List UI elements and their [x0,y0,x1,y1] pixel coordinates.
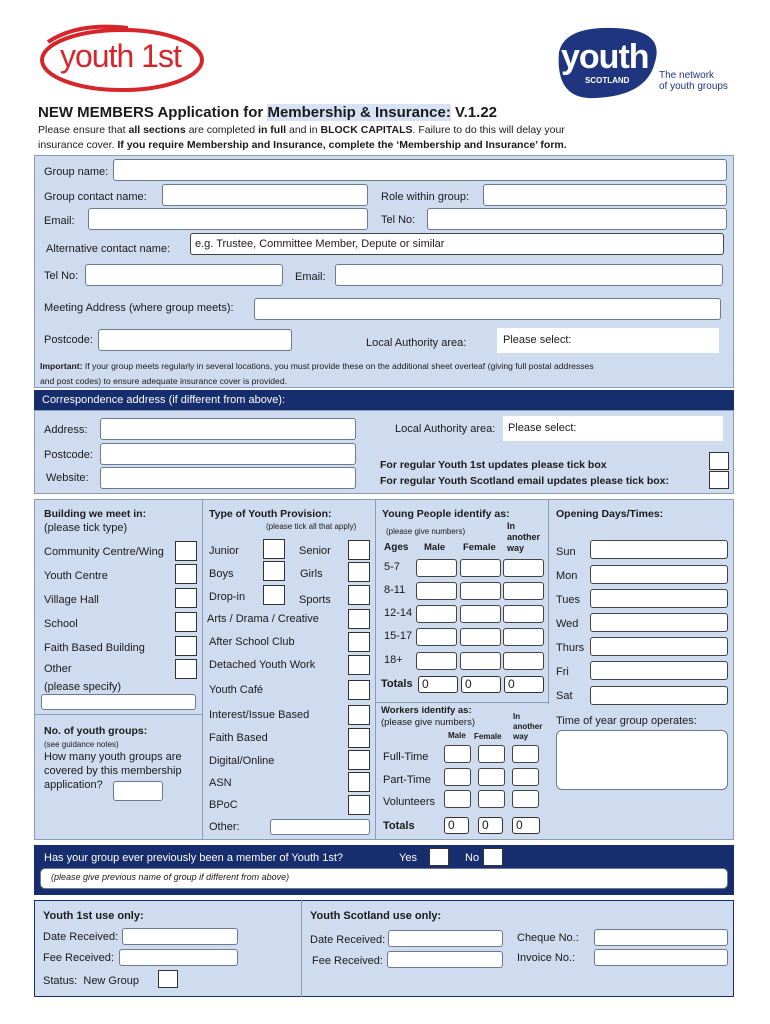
workers-total-female: 0 [478,817,503,834]
previous-no-checkbox[interactable] [483,848,503,866]
provision-type-label: Digital/Online [209,755,275,767]
invoice-field[interactable] [594,949,728,966]
provision-subtitle: (please tick all that apply) [266,522,357,531]
yp-another-way: In another way [507,521,541,553]
workers-total-male: 0 [444,817,469,834]
yp-count-field[interactable] [416,628,457,646]
provision-type-label: Faith Based [209,732,268,744]
group-name-label: Group name: [44,166,109,178]
provision-type-label: Boys [209,568,234,580]
building-type-checkbox[interactable] [175,636,197,656]
previous-name-field[interactable]: (please give previous name of group if different from above) [40,868,728,889]
intro-text: Please ensure that all sections are completed in full and in BLOCK CAPITALS. Failure to do this will delay your insurance cover. If you require Membership and Insurance, complete the ‘Membership and Insurance’ form. [38,124,567,151]
workers-title: Workers identify as: [381,705,472,716]
yp-male: Male [424,542,446,553]
ys-date-label: Date Received: [310,934,386,946]
yp-ages: Ages [384,542,409,553]
opening-time-field[interactable] [590,661,728,680]
yp-count-field[interactable] [503,628,544,646]
opening-time-field[interactable] [590,540,728,559]
provision-type-checkbox[interactable] [348,728,370,748]
yp-totals-label: Totals [381,678,413,690]
provision-type-label: After School Club [209,636,295,648]
yp-count-field[interactable] [503,605,544,623]
y1-date-field[interactable] [122,928,238,945]
provision-type-checkbox[interactable] [348,632,370,652]
workers-male: Male [448,731,466,740]
opening-time-field[interactable] [590,613,728,632]
provision-type-checkbox[interactable] [263,585,285,605]
opening-title: Opening Days/Times: [556,508,664,520]
yp-count-field[interactable] [416,582,457,600]
worker-count-field[interactable] [478,790,505,808]
building-type-checkbox[interactable] [175,564,197,584]
building-subtitle: (please tick type) [44,522,128,534]
yp-total-other: 0 [504,676,544,693]
divider-5 [375,702,548,703]
worker-count-field[interactable] [512,745,539,763]
groups-q2: covered by this membership [44,765,182,777]
yp-count-field[interactable] [503,559,544,577]
role-field[interactable] [483,184,727,206]
yp-count-field[interactable] [460,582,501,600]
groups-note: (see guidance notes) [44,740,119,749]
yp-age-label: 5-7 [384,561,400,573]
groups-q3: application? [44,779,103,791]
provision-type-label: Girls [300,568,323,580]
youthscotland-logo: youth SCOTLAND The network of youth groups [555,22,740,100]
worker-count-field[interactable] [512,768,539,786]
ys-use-title: Youth Scotland use only: [310,910,442,922]
opening-day-label: Tues [556,594,581,606]
divider-2 [375,499,376,840]
provision-type-label: Drop-in [209,591,246,603]
contact-name-label: Group contact name: [44,191,147,203]
youth1st-updates-checkbox[interactable] [709,452,729,470]
previous-question: Has your group ever previously been a member of Youth 1st? [44,852,344,864]
tel2-field[interactable] [85,264,283,286]
contact-name-field[interactable] [162,184,368,206]
email-field[interactable] [88,208,368,230]
yp-age-label: 8-11 [384,584,406,596]
y1-use-title: Youth 1st use only: [43,910,144,922]
local-authority-label: Local Authority area: [366,337,467,349]
ys-fee-field[interactable] [387,951,503,968]
yp-title: Young People identify as: [382,508,510,520]
provision-type-label: Youth Café [209,684,264,696]
yp-age-label: 12-14 [384,607,413,619]
opening-time-field[interactable] [590,565,728,584]
provision-type-checkbox[interactable] [348,585,370,605]
provision-type-label: Interest/Issue Based [209,709,310,721]
email-label: Email: [44,215,75,227]
youth1st-updates-label: For regular Youth 1st updates please tick box [380,459,607,471]
worker-count-field[interactable] [478,745,505,763]
building-type-label: Faith Based Building [44,642,145,654]
building-type-label: Youth Centre [44,570,108,582]
worker-count-field[interactable] [444,790,471,808]
yp-total-male: 0 [418,676,458,693]
provision-type-checkbox[interactable] [348,680,370,700]
meeting-address-field[interactable] [254,298,721,320]
corr-website-label: Website: [46,472,89,484]
correspondence-header: Correspondence address (if different from above): [34,390,734,410]
postcode-field[interactable] [98,329,292,351]
provision-type-label: Sports [299,594,331,606]
provision-type-label: Arts / Drama / Creative [207,613,319,625]
building-type-checkbox[interactable] [175,541,197,561]
tel2-label: Tel No: [44,270,79,282]
y1-date-label: Date Received: [43,931,119,943]
opening-time-field[interactable] [590,589,728,608]
cheque-field[interactable] [594,929,728,946]
important-note: Important: If your group meets regularly in several locations, you must provide these on the additional sheet overleaf (giving full postal addresses and post codes) to ensure adequate insurance cover is provided. [40,361,594,386]
group-name-field[interactable] [113,159,727,181]
ys-date-field[interactable] [388,930,503,947]
email2-label: Email: [295,271,326,283]
provision-type-checkbox[interactable] [348,750,370,770]
ys-fee-label: Fee Received: [312,955,383,967]
building-type-checkbox[interactable] [175,612,197,632]
time-of-year-label: Time of year group operates: [556,715,697,727]
yp-subtitle: (please give numbers) [386,527,466,536]
opening-time-field[interactable] [590,686,728,705]
provision-type-label: Junior [209,545,239,557]
provision-type-label: BPoC [209,799,238,811]
building-type-label: Community Centre/Wing [44,546,164,558]
time-of-year-field[interactable] [556,730,728,790]
yp-count-field[interactable] [460,605,501,623]
email2-field[interactable] [335,264,723,286]
opening-day-label: Wed [556,618,579,630]
groups-title: No. of youth groups: [44,725,148,737]
divider-4 [34,714,202,715]
yp-count-field[interactable] [416,605,457,623]
new-group-checkbox[interactable] [158,970,178,988]
worker-count-field[interactable] [444,768,471,786]
role-label: Role within group: [381,191,470,203]
worker-count-field[interactable] [444,745,471,763]
provision-title: Type of Youth Provision: [209,508,332,520]
ys-updates-checkbox[interactable] [709,471,729,489]
corr-postcode-label: Postcode: [44,449,93,461]
yp-age-label: 18+ [384,654,403,666]
corr-address-field[interactable] [100,418,356,440]
opening-day-label: Mon [556,570,578,582]
tel-field[interactable] [427,208,727,230]
building-type-label: School [44,618,78,630]
tel-label: Tel No: [381,214,416,226]
building-specify-field[interactable] [41,694,196,710]
provision-type-checkbox[interactable] [348,705,370,725]
opening-time-field[interactable] [590,637,728,656]
youth1st-logo: youth 1st [38,22,206,92]
opening-day-label: Sat [556,690,573,702]
corr-website-field[interactable] [100,467,356,489]
previous-no-label: No [465,852,480,864]
y1-status-label: Status: New Group [43,975,140,987]
yp-count-field[interactable] [460,652,501,670]
provision-type-label: Detached Youth Work [209,659,316,671]
yp-total-female: 0 [461,676,501,693]
local-authority-select[interactable]: Please select: [497,328,719,353]
opening-day-label: Thurs [556,642,585,654]
building-title: Building we meet in: [44,508,147,520]
building-specify-label: (please specify) [44,681,122,693]
worker-count-field[interactable] [512,790,539,808]
y1-fee-field[interactable] [119,949,238,966]
yp-count-field[interactable] [503,652,544,670]
alt-contact-label: Alternative contact name: [46,243,171,255]
provision-type-checkbox[interactable] [263,561,285,581]
office-divider [301,900,302,997]
provision-type-label: ASN [209,777,232,789]
building-type-checkbox[interactable] [175,659,197,679]
meeting-address-label: Meeting Address (where group meets): [44,302,234,314]
workers-total-other: 0 [512,817,540,834]
yp-count-field[interactable] [460,559,501,577]
workers-subtitle: (please give numbers) [381,717,475,728]
provision-type-checkbox[interactable] [348,795,370,815]
provision-type-label: Other: [209,821,240,833]
page-title: NEW MEMBERS Application for Membership & Insurance: V.1.22 [38,104,498,121]
postcode-label: Postcode: [44,334,93,346]
yp-female: Female [463,542,496,553]
building-type-label: Village Hall [44,594,99,606]
provision-other-field[interactable] [270,819,370,835]
alt-contact-field[interactable]: e.g. Trustee, Committee Member, Depute or similar [190,233,724,255]
cheque-label: Cheque No.: [517,932,579,944]
ys-updates-label: For regular Youth Scotland email updates please tick box: [380,475,670,487]
previous-yes-label: Yes [399,852,417,864]
yp-count-field[interactable] [503,582,544,600]
groups-q1: How many youth groups are [44,751,182,763]
opening-day-label: Fri [556,666,569,678]
worker-type-label: Volunteers [383,796,435,808]
corr-postcode-field[interactable] [100,443,356,465]
provision-type-checkbox[interactable] [348,540,370,560]
building-type-label: Other [44,663,72,675]
yp-count-field[interactable] [416,652,457,670]
provision-type-checkbox[interactable] [348,655,370,675]
provision-type-checkbox[interactable] [348,609,370,629]
provision-type-checkbox[interactable] [263,539,285,559]
corr-address-label: Address: [44,424,88,436]
building-type-checkbox[interactable] [175,588,197,608]
yp-count-field[interactable] [460,628,501,646]
divider-1 [202,499,203,840]
groups-count-field[interactable] [113,781,163,801]
worker-count-field[interactable] [478,768,505,786]
corr-local-authority-label: Local Authority area: [395,423,496,435]
workers-another-way: In another way [513,712,543,741]
workers-totals-label: Totals [383,820,415,832]
previous-yes-checkbox[interactable] [429,848,449,866]
provision-type-checkbox[interactable] [348,562,370,582]
provision-type-label: Senior [299,545,331,557]
worker-type-label: Full-Time [383,751,429,763]
workers-female: Female [474,732,502,741]
yp-age-label: 15-17 [384,630,413,642]
provision-type-checkbox[interactable] [348,772,370,792]
opening-day-label: Sun [556,546,576,558]
yp-count-field[interactable] [416,559,457,577]
invoice-label: Invoice No.: [517,952,576,964]
y1-fee-label: Fee Received: [43,952,114,964]
worker-type-label: Part-Time [383,774,431,786]
corr-local-authority-select[interactable]: Please select: [503,416,723,441]
